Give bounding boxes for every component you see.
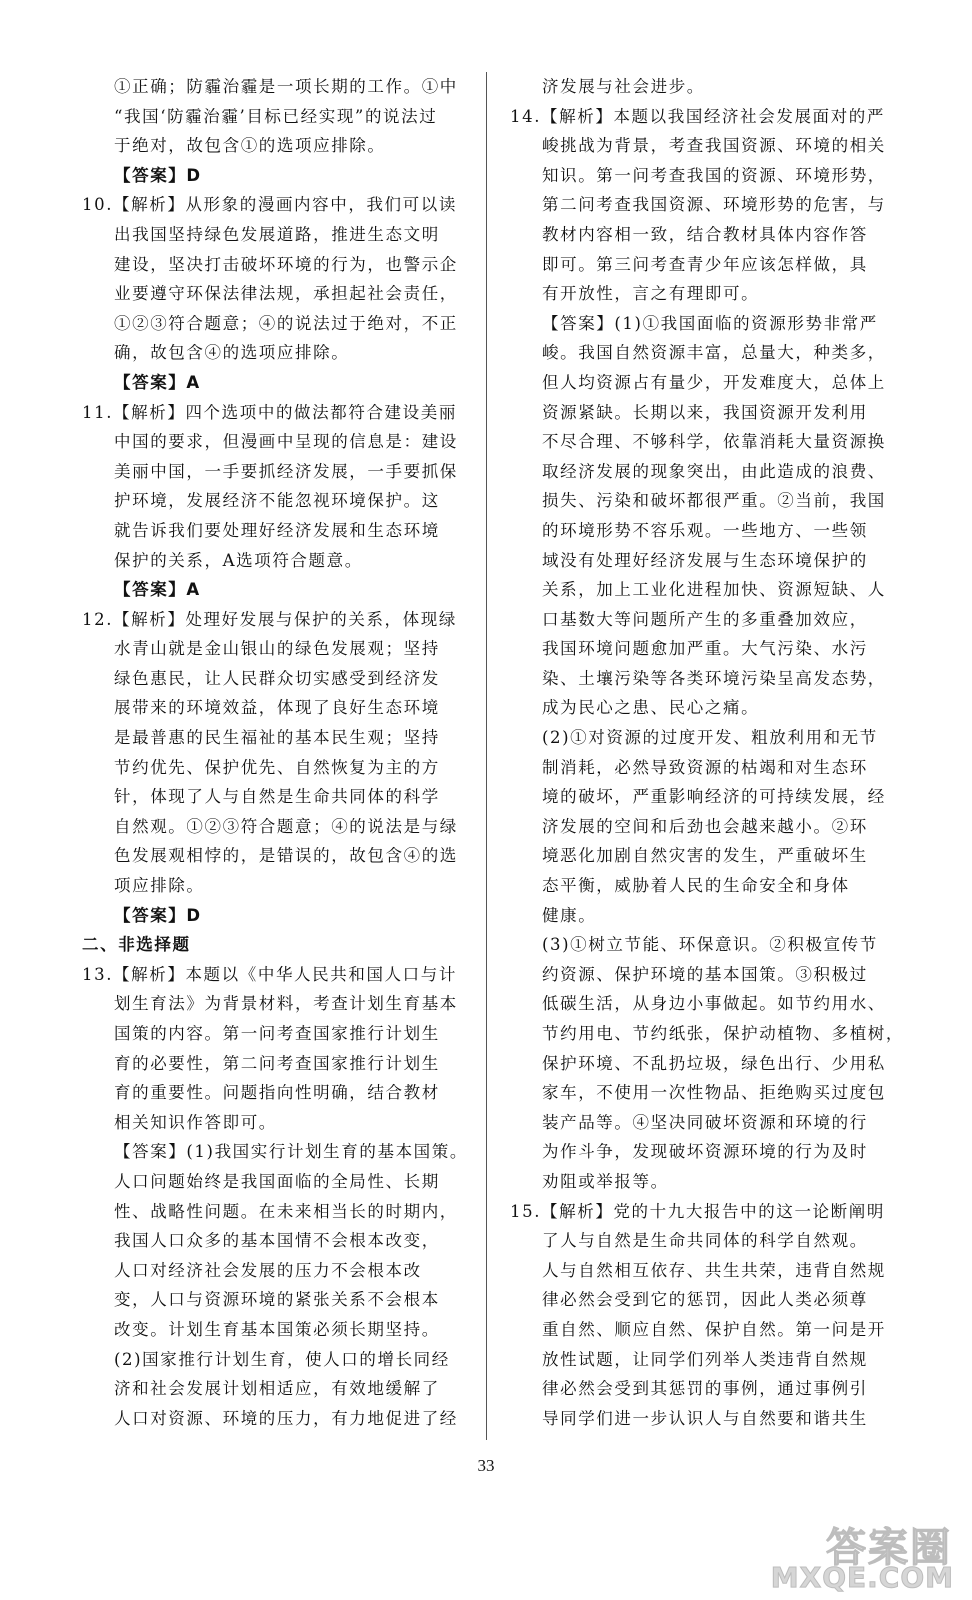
text-line: 业要遵守环保法律法规，承担起社会责任， bbox=[114, 284, 458, 304]
text-line: 保护的关系，A选项符合题意。 bbox=[114, 550, 363, 570]
text-line: 律必然会受到其惩罚的事例，通过事例引 bbox=[542, 1379, 868, 1399]
text-line: 律必然会受到它的惩罚，因此人类必须尊 bbox=[542, 1290, 868, 1310]
left-column bbox=[82, 72, 482, 1433]
text-line: 有开放性，言之有理即可。 bbox=[542, 284, 760, 304]
text-line: 健康。 bbox=[542, 905, 597, 925]
text-line: 染、土壤污染等各类环境污染呈高发态势， bbox=[542, 668, 886, 688]
text-line: 关系，加上工业化进程加快、资源短缺、人 bbox=[542, 580, 886, 600]
text-line: 是最普惠的民生福祉的基本民生观；坚持 bbox=[114, 728, 440, 748]
text-line: 放性试题，让同学们列举人类违背自然规 bbox=[542, 1349, 868, 1369]
text-line: 人口对资源、环境的压力，有力地促进了经 bbox=[114, 1408, 458, 1428]
watermark-text-bottom: MXQE.COM bbox=[770, 1561, 954, 1594]
text-line: 建设，坚决打击破坏环境的行为，也警示企 bbox=[114, 254, 458, 274]
text-line: 态平衡，威胁着人民的生命安全和身体 bbox=[542, 876, 850, 896]
text-line: 【答案】D bbox=[114, 165, 202, 185]
text-line: 相关知识作答即可。 bbox=[114, 1112, 277, 1132]
text-line: 美丽中国，一手要抓经济发展，一手要抓保 bbox=[114, 461, 458, 481]
text-line: 取经济发展的现象突出，由此造成的浪费、 bbox=[542, 461, 886, 481]
text-line: 损失、污染和破坏都很严重。②当前，我国 bbox=[542, 491, 886, 511]
text-line: 为作斗争，发现破坏资源环境的行为及时 bbox=[542, 1142, 868, 1162]
text-line: 水青山就是金山银山的绿色发展观；坚持 bbox=[114, 639, 440, 659]
page-number: 33 bbox=[477, 1456, 495, 1475]
text-line: 即可。第三问考查青少年应该怎样做，具 bbox=[542, 254, 868, 274]
text-line: 确，故包含④的选项应排除。 bbox=[114, 343, 350, 363]
text-line: 项应排除。 bbox=[114, 876, 205, 896]
text-line: 约资源、保护环境的基本国策。③积极过 bbox=[542, 964, 868, 984]
text-line: 【答案】D bbox=[114, 905, 202, 925]
text-line: 家车，不使用一次性物品、拒绝购买过度包 bbox=[542, 1083, 886, 1103]
text-line: ①正确；防霾治霾是一项长期的工作。①中 bbox=[114, 77, 458, 96]
text-line: 改变。计划生育基本国策必须长期坚持。 bbox=[114, 1319, 440, 1339]
text-line: (2)国家推行计划生育，使人口的增长同经 bbox=[114, 1349, 450, 1369]
text-line: 护环境，发展经济不能忽视环境保护。这 bbox=[114, 491, 440, 511]
text-line: 域没有处理好经济发展与生态环境保护的 bbox=[542, 550, 868, 570]
text-line: 12.【解析】处理好发展与保护的关系，体现绿 bbox=[82, 609, 457, 629]
text-line: 【答案】(1)①我国面临的资源形势非常严 bbox=[542, 313, 878, 333]
text-line: 节约用电、节约纸张，保护动植物、多植树， bbox=[542, 1024, 904, 1043]
text-line: 我国人口众多的基本国情不会根本改变， bbox=[114, 1231, 440, 1251]
text-line: 15.【解析】党的十九大报告中的这一论断阐明 bbox=[510, 1201, 885, 1221]
right-column bbox=[510, 72, 910, 1433]
text-line: 二、非选择题 bbox=[82, 935, 191, 955]
text-line: 制消耗，必然导致资源的枯竭和对生态环 bbox=[542, 757, 868, 777]
text-line: 济发展的空间和后劲也会越来越小。②环 bbox=[542, 816, 868, 836]
text-line: 第二问考查我国资源、环境形势的危害，与 bbox=[542, 195, 886, 215]
text-line: (3)①树立节能、环保意识。②积极宣传节 bbox=[542, 935, 878, 955]
text-line: 装产品等。④坚决同破坏资源和环境的行 bbox=[542, 1112, 868, 1132]
watermark-logo bbox=[728, 1516, 958, 1594]
text-line: 低碳生活，从身边小事做起。如节约用水、 bbox=[542, 994, 886, 1014]
text-line: “我国‘防霾治霾’目标已经实现”的说法过 bbox=[114, 106, 438, 126]
text-line: 【答案】A bbox=[114, 372, 201, 392]
text-line: 峻。我国自然资源丰富，总量大，种类多， bbox=[542, 343, 886, 363]
text-line: 劝阻或举报等。 bbox=[542, 1171, 669, 1191]
text-line: 育的必要性，第二问考查国家推行计划生 bbox=[114, 1053, 440, 1073]
text-line: 不尽合理、不够科学，依靠消耗大量资源换 bbox=[542, 432, 886, 452]
text-line: 的环境形势不容乐观。一些地方、一些领 bbox=[542, 520, 868, 540]
text-line: 济发展与社会进步。 bbox=[542, 77, 705, 96]
text-line: 境恶化加剧自然灾害的发生，严重破坏生 bbox=[542, 846, 868, 866]
text-line: ①②③符合题意；④的说法过于绝对，不正 bbox=[114, 313, 458, 333]
text-line: 济和社会发展计划相适应，有效地缓解了 bbox=[114, 1379, 440, 1399]
text-line: 了人与自然是生命共同体的科学自然观。 bbox=[542, 1231, 868, 1251]
text-line: 知识。第一问考查我国的资源、环境形势， bbox=[542, 165, 886, 185]
text-line: 境的破坏，严重影响经济的可持续发展，经 bbox=[542, 787, 886, 807]
text-line: 性、战略性问题。在未来相当长的时期内， bbox=[114, 1201, 458, 1221]
text-line: 重自然、顺应自然、保护自然。第一问是开 bbox=[542, 1319, 886, 1339]
text-line: 中国的要求，但漫画中呈现的信息是：建设 bbox=[114, 432, 458, 452]
text-line: 保护环境、不乱扔垃圾，绿色出行、少用私 bbox=[542, 1053, 886, 1073]
text-line: 出我国坚持绿色发展道路，推进生态文明 bbox=[114, 224, 440, 244]
text-line: 于绝对，故包含①的选项应排除。 bbox=[114, 136, 386, 156]
text-line: 11.【解析】四个选项中的做法都符合建设美丽 bbox=[82, 402, 457, 422]
text-line: 人口问题始终是我国面临的全局性、长期 bbox=[114, 1171, 440, 1191]
text-line: 人口对经济社会发展的压力不会根本改 bbox=[114, 1260, 422, 1280]
text-line: 就告诉我们要处理好经济发展和生态环境 bbox=[114, 520, 440, 540]
text-line: 教材内容相一致，结合教材具体内容作答 bbox=[542, 224, 868, 244]
text-line: 但人均资源占有量少，开发难度大，总体上 bbox=[542, 372, 886, 392]
text-line: 针，体现了人与自然是生命共同体的科学 bbox=[114, 787, 440, 807]
text-line: 展带来的环境效益，体现了良好生态环境 bbox=[114, 698, 440, 718]
watermark-text-top: 答案圈 bbox=[826, 1525, 952, 1571]
text-line: 变，人口与资源环境的紧张关系不会根本 bbox=[114, 1290, 440, 1310]
column-divider bbox=[486, 72, 487, 1440]
text-line: 【答案】(1)我国实行计划生育的基本国策。 bbox=[114, 1142, 468, 1162]
text-line: 【答案】A bbox=[114, 580, 201, 600]
text-line: 绿色惠民，让人民群众切实感受到经济发 bbox=[114, 668, 440, 688]
text-line: 育的重要性。问题指向性明确，结合教材 bbox=[114, 1083, 440, 1103]
text-line: 国策的内容。第一问考查国家推行计划生 bbox=[114, 1024, 440, 1043]
text-line: 资源紧缺。长期以来，我国资源开发利用 bbox=[542, 402, 868, 422]
text-line: 成为民心之患、民心之痛。 bbox=[542, 698, 760, 718]
text-line: 人与自然相互依存、共生共荣，违背自然规 bbox=[542, 1260, 886, 1280]
text-line: 节约优先、保护优先、自然恢复为主的方 bbox=[114, 757, 440, 777]
text-line: 14.【解析】本题以我国经济社会发展面对的严 bbox=[510, 106, 885, 126]
text-line: 自然观。①②③符合题意；④的说法是与绿 bbox=[114, 816, 458, 836]
text-line: 我国环境问题愈加严重。大气污染、水污 bbox=[542, 639, 868, 659]
text-line: 导同学们进一步认识人与自然要和谐共生 bbox=[542, 1408, 868, 1428]
text-line: (2)①对资源的过度开发、粗放利用和无节 bbox=[542, 728, 878, 748]
text-line: 峻挑战为背景，考查我国资源、环境的相关 bbox=[542, 136, 886, 156]
text-line: 划生育法》为背景材料，考查计划生育基本 bbox=[114, 994, 458, 1014]
text-line: 13.【解析】本题以《中华人民共和国人口与计 bbox=[82, 964, 457, 984]
text-line: 口基数大等问题所产生的多重叠加效应， bbox=[542, 609, 868, 629]
text-line: 10.【解析】从形象的漫画内容中，我们可以读 bbox=[82, 195, 457, 215]
text-line: 色发展观相悖的，是错误的，故包含④的选 bbox=[114, 846, 458, 866]
